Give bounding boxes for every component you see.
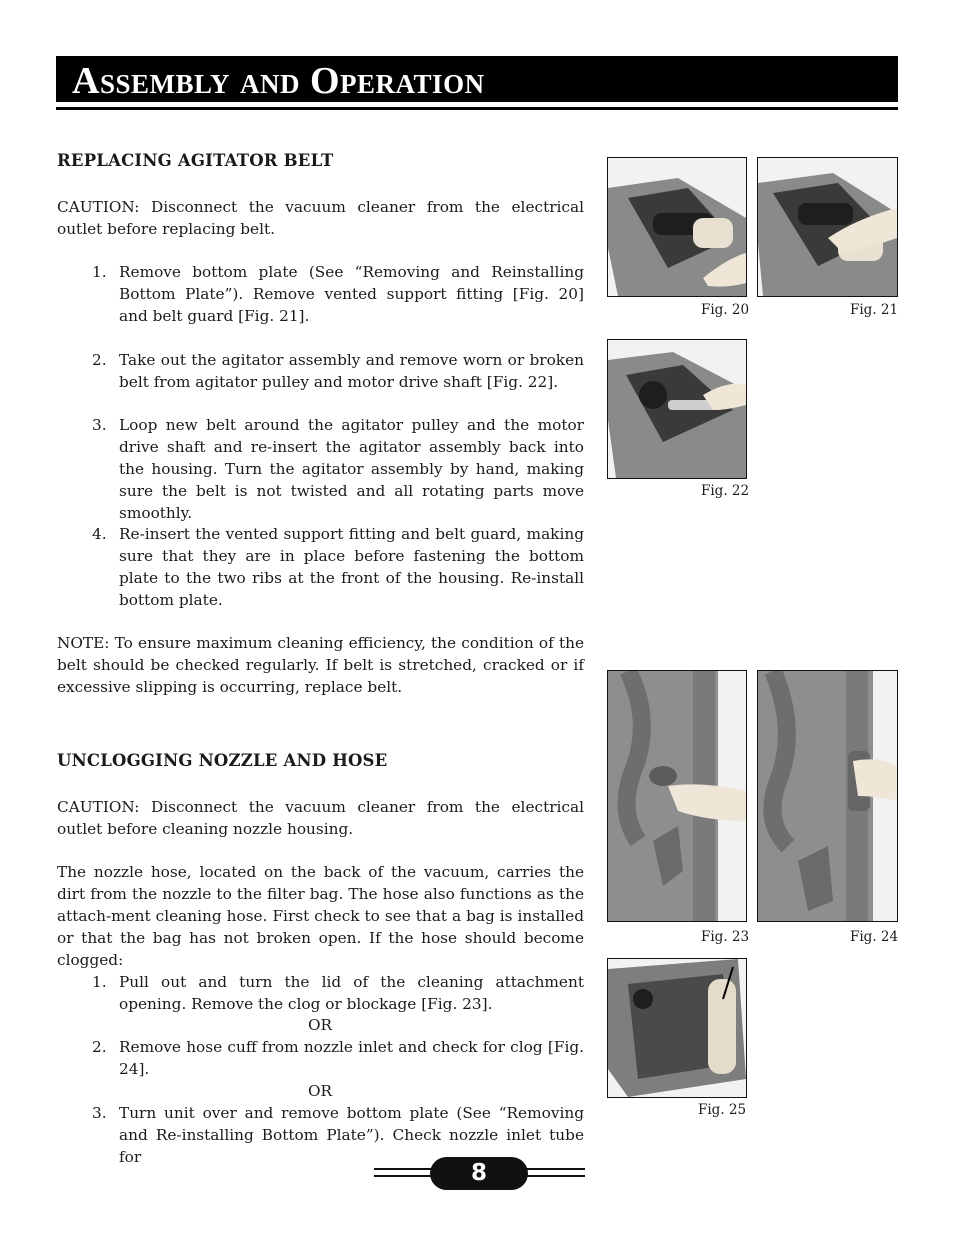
step-text: Loop new belt around the agitator pulley and the motor drive shaft and re-insert the agitator assembly back into the housing. Turn the agitator assembly by hand, making sure the belt is not twisted and all rotating parts move smoothly.	[119, 416, 584, 522]
header-rule	[56, 107, 898, 110]
step-number: 2.	[92, 1038, 107, 1056]
note-text: NOTE: To ensure maximum cleaning efficiency, the condition of the belt should be checked regularly. If belt is stretched, cracked or if excessive slipping is occurring, replace belt.	[57, 634, 584, 696]
page-number: 8	[430, 1157, 528, 1190]
fig-20-caption: Fig. 20	[701, 302, 750, 318]
step-number: 3.	[92, 1104, 107, 1122]
section-heading-replacing-belt: REPLACING AGITATOR BELT	[57, 151, 334, 170]
caution-paragraph	[57, 196, 584, 240]
step-number: 4.	[92, 525, 107, 543]
fig-21-caption: Fig. 21	[850, 302, 899, 318]
fig-20-photo	[607, 157, 747, 297]
caution-paragraph	[57, 796, 584, 840]
page-title: Assembly and Operation	[72, 60, 485, 102]
or-label: OR	[308, 1016, 333, 1034]
step-text: Re-insert the vented support fitting and belt guard, making sure that they are in place before fastening the bottom plate to the two ribs at the front of the housing. Re-install bottom plate.	[119, 525, 584, 609]
fig-21-photo	[757, 157, 898, 297]
fig-25-caption: Fig. 25	[698, 1102, 747, 1118]
fig-25-photo	[607, 958, 747, 1098]
header-bar	[56, 56, 898, 102]
fig-24-caption: Fig. 24	[850, 929, 899, 945]
step-text: Pull out and turn the lid of the cleaning attachment opening. Remove the clog or blockage [Fig. 23].	[119, 973, 584, 1013]
note-paragraph	[57, 632, 584, 698]
step-text: Take out the agitator assembly and remove worn or broken belt from agitator pulley and motor drive shaft [Fig. 22].	[119, 351, 584, 391]
fig-22-photo	[607, 339, 747, 479]
step-number: 3.	[92, 416, 107, 434]
fig-23-caption: Fig. 23	[701, 929, 750, 945]
intro-paragraph	[57, 861, 584, 971]
step-number: 1.	[92, 263, 107, 281]
step-text: Remove bottom plate (See “Removing and Reinstalling Bottom Plate”). Remove vented support fitting [Fig. 20] and belt guard [Fig. 21].	[119, 263, 584, 325]
fig-22-caption: Fig. 22	[701, 483, 750, 499]
step-text: Remove hose cuff from nozzle inlet and check for clog [Fig. 24].	[119, 1038, 584, 1078]
caution-text: CAUTION: Disconnect the vacuum cleaner from the electrical outlet before cleaning nozzle housing.	[57, 798, 584, 838]
fig-24-photo	[757, 670, 898, 922]
step-text: Turn unit over and remove bottom plate (See “Removing and Re-installing Bottom Plate”). Check nozzle inlet tube for	[119, 1104, 584, 1166]
or-label: OR	[308, 1082, 333, 1100]
step-number: 1.	[92, 973, 107, 991]
section-heading-unclogging: UNCLOGGING NOZZLE AND HOSE	[57, 751, 388, 770]
intro-text: The nozzle hose, located on the back of the vacuum, carries the dirt from the nozzle to the filter bag. The hose also functions as the attach-ment cleaning hose. First check to see that a bag is installed or that the bag has not broken open. If the hose should become clogged:	[57, 863, 584, 969]
step-number: 2.	[92, 351, 107, 369]
caution-text: CAUTION: Disconnect the vacuum cleaner from the electrical outlet before replacing belt.	[57, 198, 584, 238]
fig-23-photo	[607, 670, 747, 922]
